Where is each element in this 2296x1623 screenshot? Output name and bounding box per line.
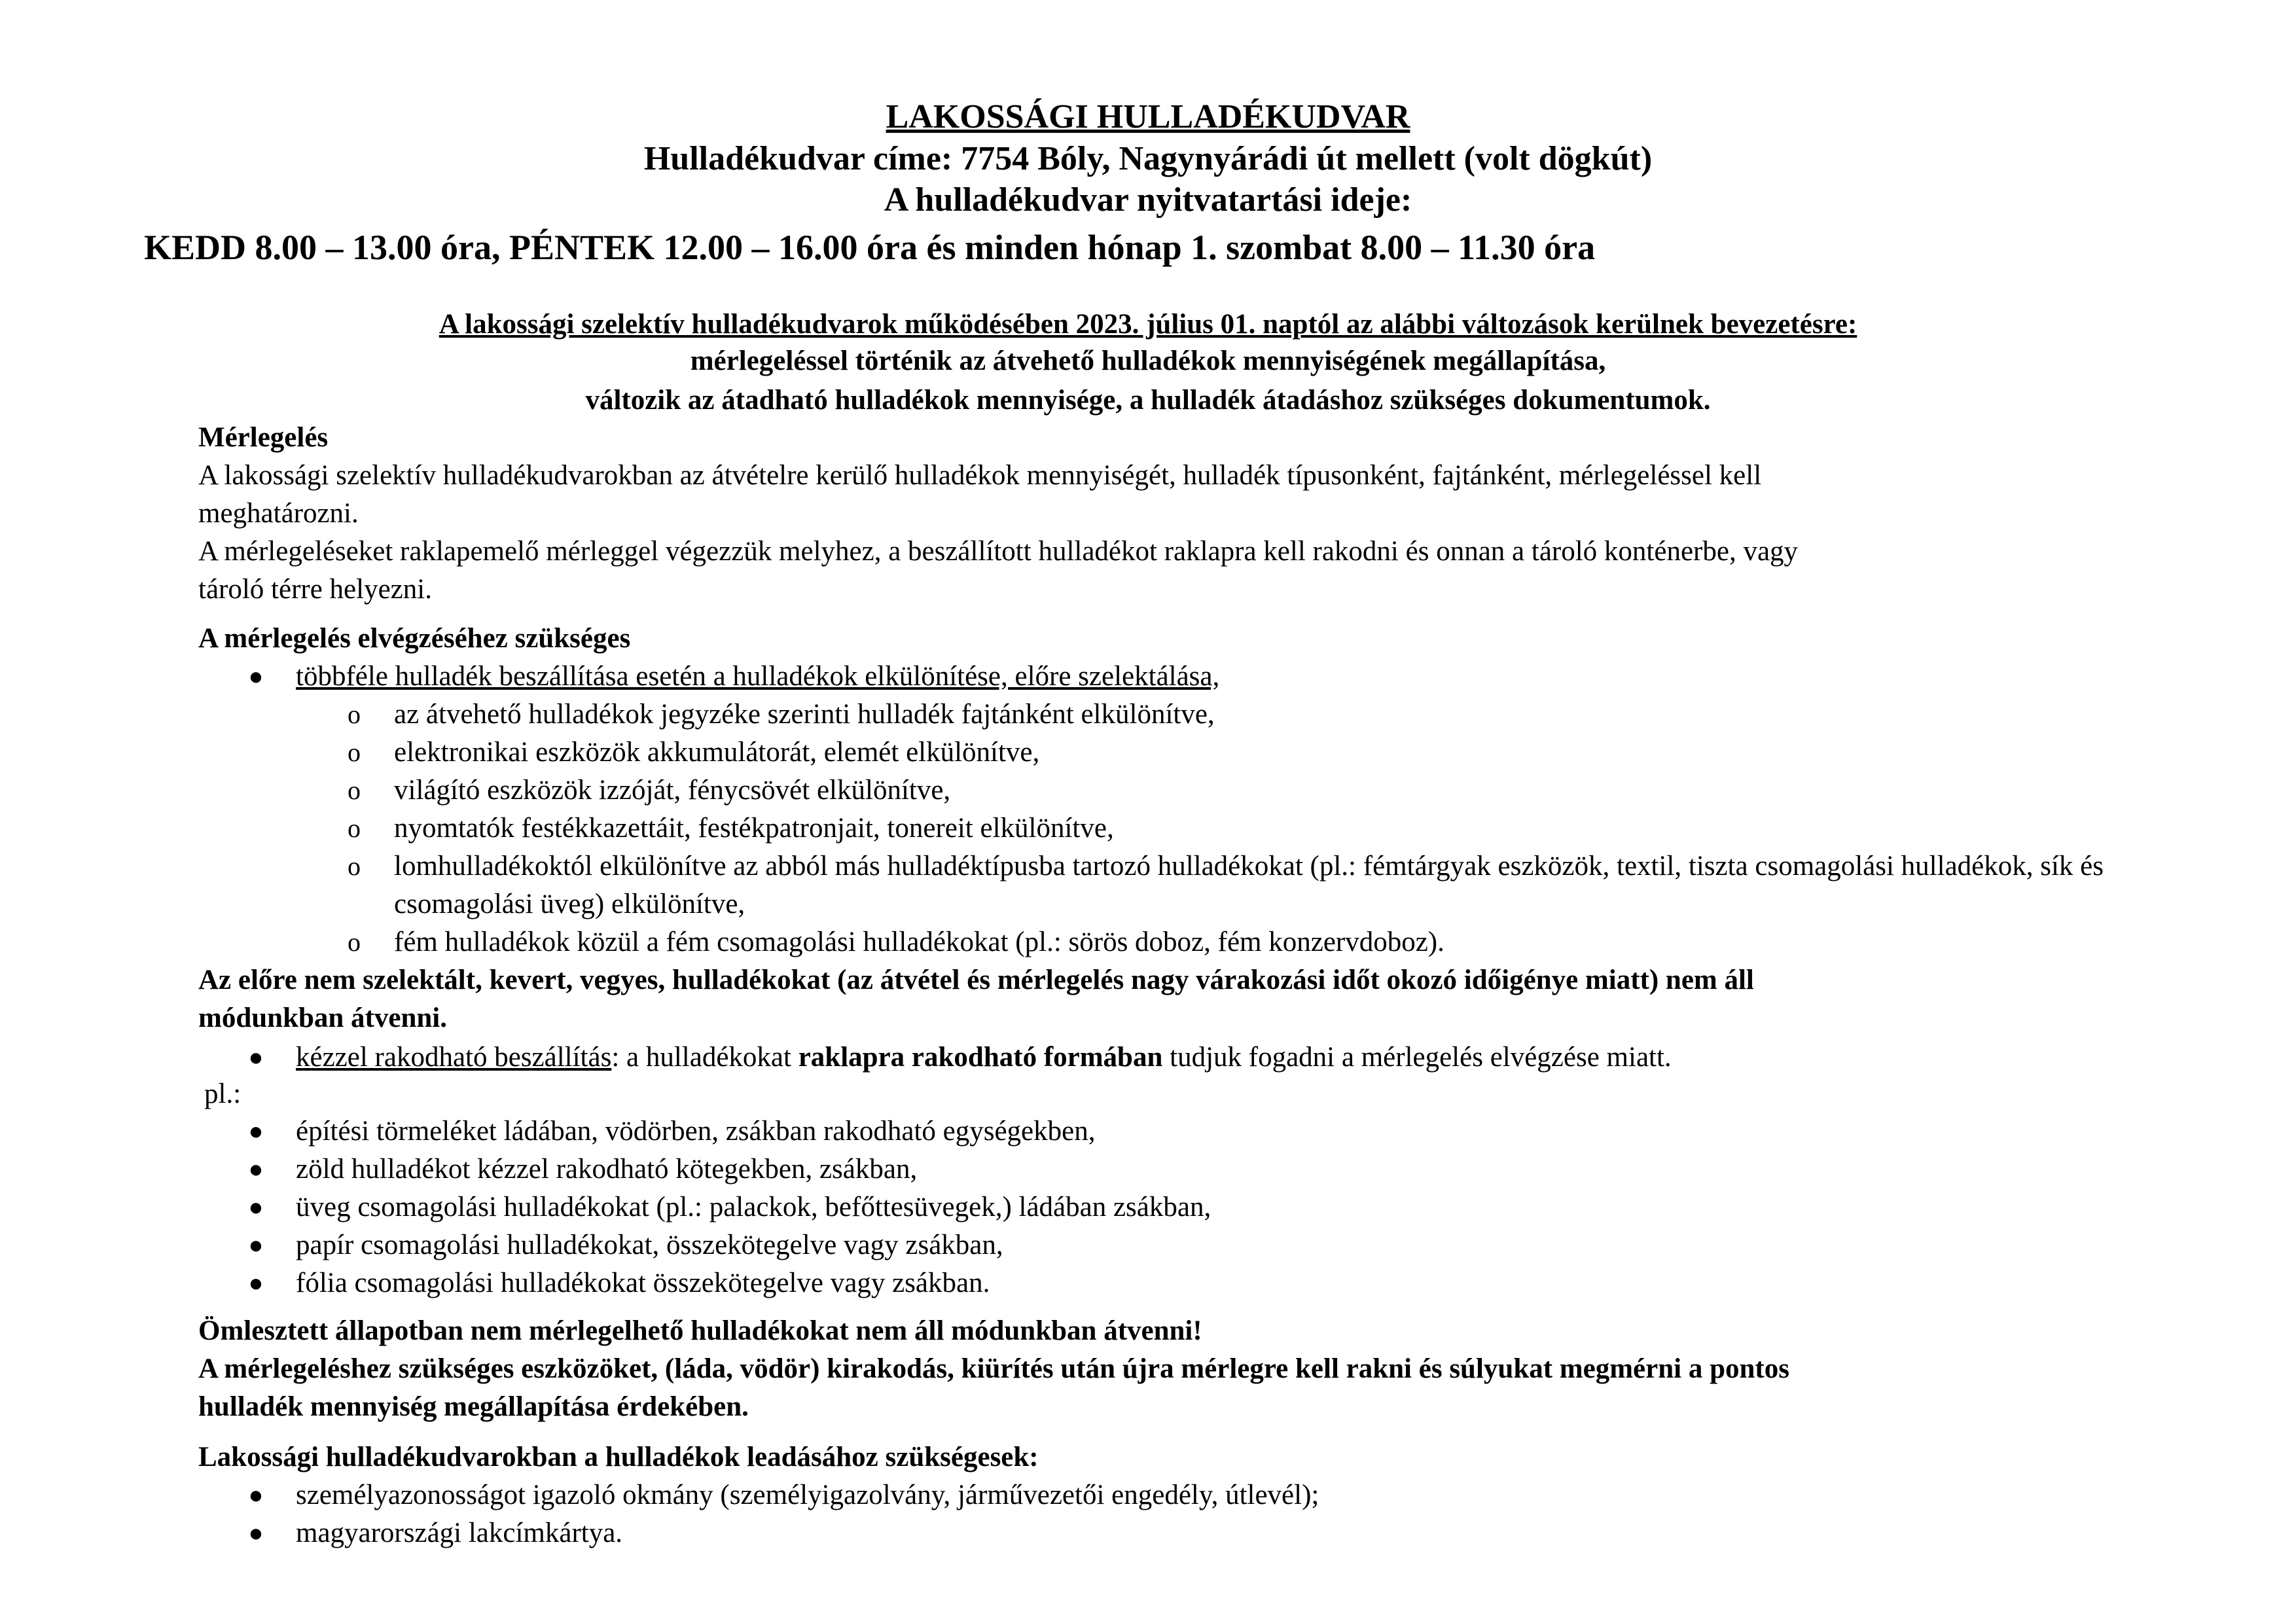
opening-heading: A hulladékudvar nyitvatartási ideje: [884, 181, 1412, 219]
changes-intro: A lakossági szelektív hulladékudvarok működésében 2023. július 01. naptól az alábbi változások kerülnek bevezetésre: [439, 309, 1857, 340]
document-title: LAKOSSÁGI HULLADÉKUDVAR [886, 98, 1410, 135]
list-item-text: az átvehető hulladékok jegyzéke szerinti hulladék fajtánként elkülönítve, [394, 699, 1215, 730]
manual-loading-mid: : a hulladékokat [611, 1042, 798, 1073]
weighing-para2-line2: tároló térre helyezni. [198, 574, 432, 605]
list-item-text: többféle hulladék beszállítása esetén a hulladékok elkülönítése, előre szelektálása, [296, 661, 1220, 692]
bullet-dot-icon: ● [248, 1482, 264, 1509]
bullet-dot-icon: ● [248, 1232, 264, 1259]
bullet-dot-icon: ● [248, 1194, 264, 1221]
weighing-para1-line1: A lakossági szelektív hulladékudvarokban az átvételre kerülő hulladékok mennyiségét, hulladék típusonként, fajtánként, mérlegeléssel kell [198, 460, 1762, 491]
bulk-warning: Ömlesztett állapotban nem mérlegelhető hulladékokat nem áll módunkban átvenni! [198, 1315, 1202, 1346]
list-item-text: világító eszközök izzóját, fénycsövét elkülönítve, [394, 775, 951, 806]
bullet-dot-icon: ● [248, 663, 264, 690]
list-item-text: nyomtatók festékkazettáit, festékpatronjait, tonereit elkülönítve, [394, 813, 1114, 844]
pallet-form-term: raklapra rakodható formában [798, 1042, 1163, 1073]
weighing-para2-line1: A mérlegeléseket raklapemelő mérleggel végezzük melyhez, a beszállított hulladékot raklapra kell rakodni és onnan a tároló konténerbe, vagy [198, 536, 1799, 567]
requirements-heading: A mérlegelés elvégzéséhez szükséges [198, 623, 631, 654]
bullet-dot-icon: ● [248, 1044, 264, 1071]
manual-loading-end: tudjuk fogadni a mérlegelés elvégzése miatt. [1162, 1042, 1672, 1073]
tools-line-2: hulladék mennyiség megállapítása érdekében. [198, 1391, 749, 1422]
list-item-text: magyarországi lakcímkártya. [296, 1518, 623, 1548]
bullet-circle-icon: o [348, 738, 361, 767]
example-label: pl.: [204, 1079, 242, 1109]
bullet-dot-icon: ● [248, 1118, 264, 1145]
list-item-text [296, 1039, 1672, 1077]
bullet-dot-icon: ● [248, 1270, 264, 1297]
bullet-circle-icon: o [348, 776, 361, 805]
list-item-text: zöld hulladékot kézzel rakodható kötegekben, zsákban, [296, 1154, 918, 1185]
bullet-circle-icon: o [348, 927, 361, 957]
list-item-text: lomhulladékoktól elkülönítve az abból más hulladéktípusba tartozó hulladékokat (pl.: fémtárgyak eszközök, textil, tiszta csomagolási hulladékok, sík és csomagolási üveg) elkülönítve, [394, 851, 2104, 919]
warning-line-2: módunkban átvenni. [198, 1003, 447, 1033]
tools-line-1: A mérlegeléshez szükséges eszközöket, (láda, vödör) kirakodás, kiürítés után újra mérlegre kell rakni és súlyukat megmérni a pontos [198, 1353, 1789, 1384]
weighing-para1-line2: meghatározni. [198, 498, 359, 529]
opening-hours: KEDD 8.00 – 13.00 óra, PÉNTEK 12.00 – 16.00 óra és minden hónap 1. szombat 8.00 – 11.30 óra [144, 228, 1596, 267]
list-item-text: építési törmeléket ládában, vödörben, zsákban rakodható egységekben, [296, 1116, 1096, 1147]
list-item-text: papír csomagolási hulladékokat, összekötegelve vagy zsákban, [296, 1230, 1003, 1260]
bullet-circle-icon: o [348, 851, 361, 881]
manual-loading-term: kézzel rakodható beszállítás [296, 1042, 612, 1073]
warning-line-1: Az előre nem szelektált, kevert, vegyes, hulladékokat (az átvétel és mérlegelés nagy várakozási időt okozó időigénye miatt) nem áll [198, 965, 1754, 995]
list-item-text: üveg csomagolási hulladékokat (pl.: palackok, befőttesüvegek,) ládában zsákban, [296, 1192, 1211, 1222]
address-line: Hulladékudvar címe: 7754 Bóly, Nagynyárádi út mellett (volt dögkút) [643, 140, 1653, 177]
bullet-dot-icon: ● [248, 1156, 264, 1183]
documents-heading: Lakossági hulladékudvarokban a hulladékok leadásához szükségesek: [198, 1442, 1039, 1472]
list-item-text: fém hulladékok közül a fém csomagolási hulladékokat (pl.: sörös doboz, fém konzervdoboz). [394, 927, 1444, 957]
bullet-circle-icon: o [348, 700, 361, 729]
bullet-circle-icon: o [348, 813, 361, 843]
list-item-text: elektronikai eszközök akkumulátorát, elemét elkülönítve, [394, 737, 1040, 768]
bullet-dot-icon: ● [248, 1520, 264, 1547]
weighing-heading: Mérlegelés [198, 422, 329, 453]
list-item-text: személyazonosságot igazoló okmány (személyigazolvány, járművezetői engedély, útlevél); [296, 1480, 1319, 1510]
list-item-text: fólia csomagolási hulladékokat összekötegelve vagy zsákban. [296, 1268, 990, 1298]
changes-line-1: mérlegeléssel történik az átvehető hulladékok mennyiségének megállapítása, [690, 346, 1606, 376]
changes-line-2: változik az átadható hulladékok mennyisége, a hulladék átadáshoz szükséges dokumentumok. [585, 385, 1711, 416]
